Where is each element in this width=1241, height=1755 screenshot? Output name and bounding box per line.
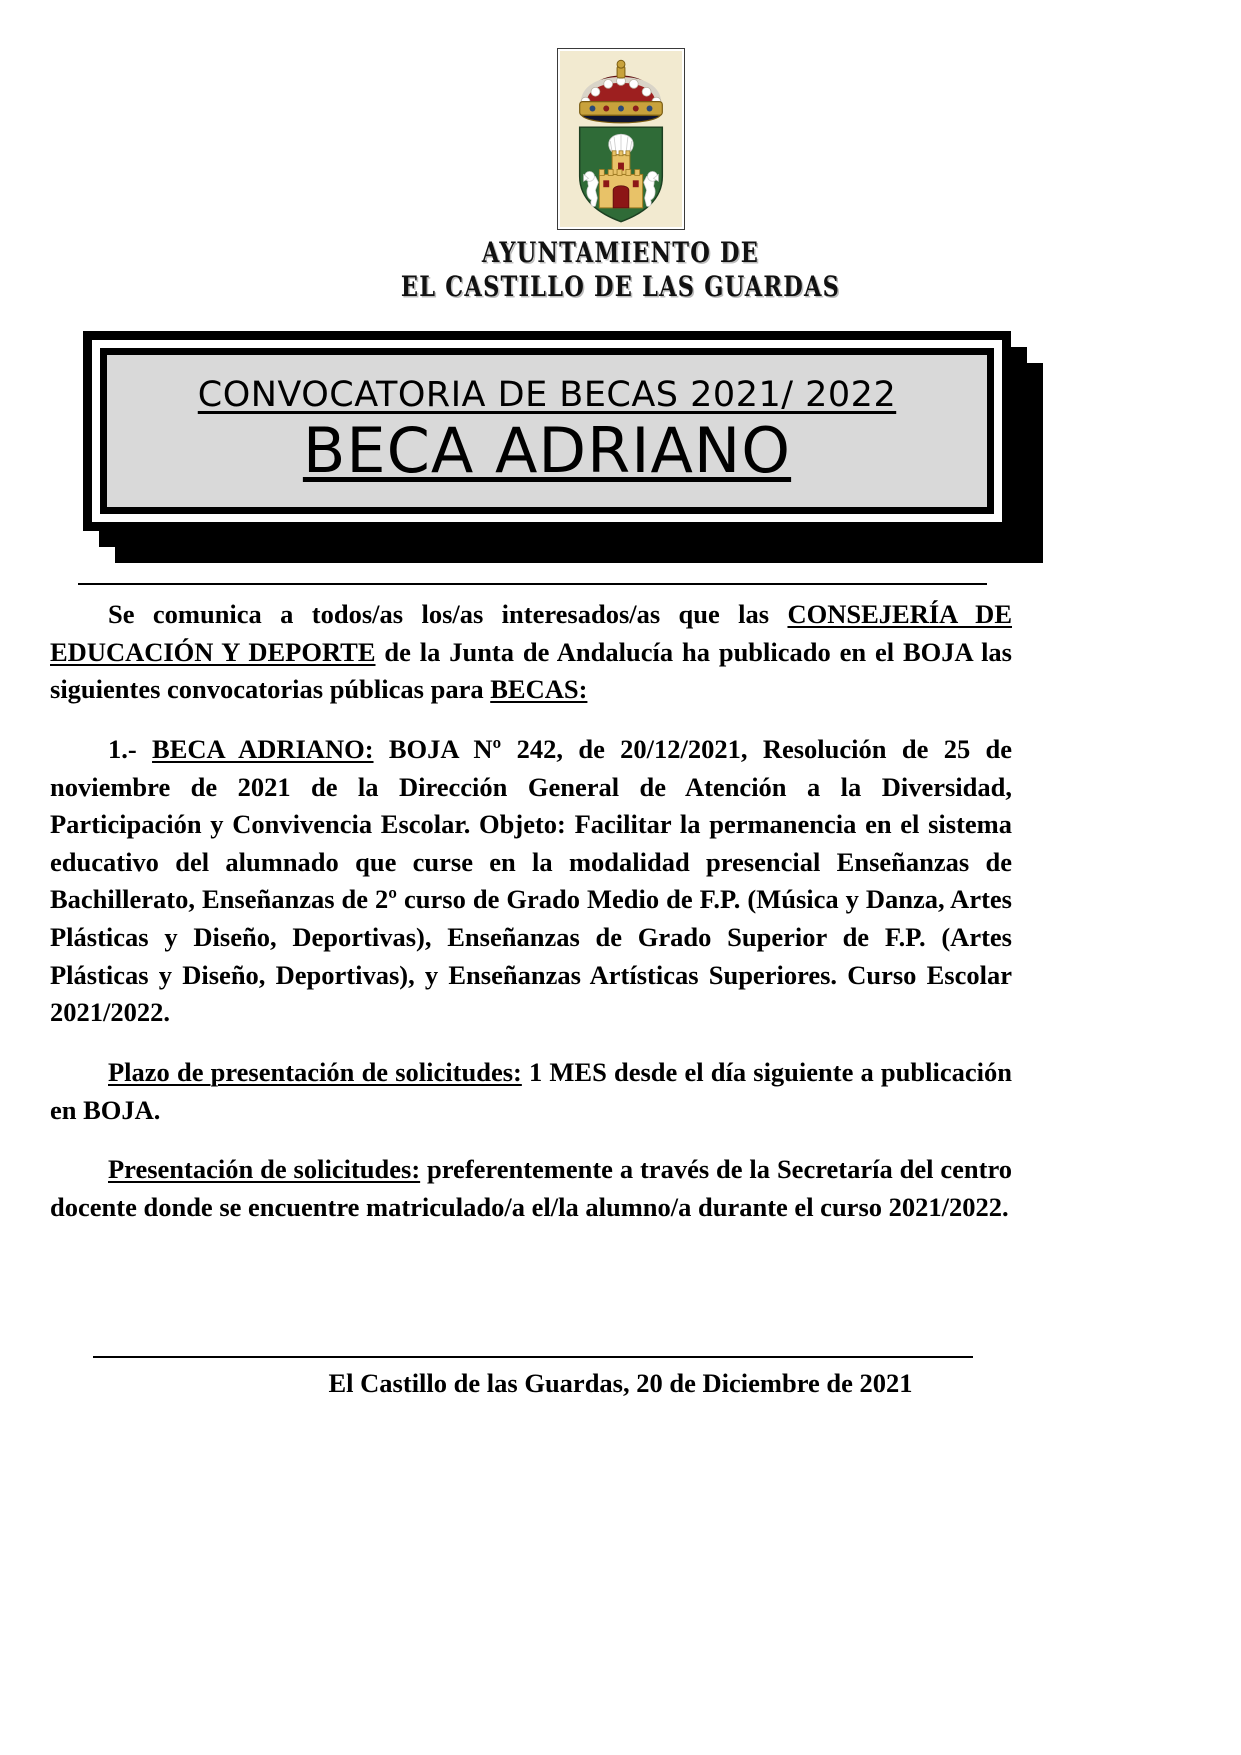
- becas-emphasis: BECAS:: [490, 674, 588, 705]
- paragraph-intro: [50, 596, 1012, 709]
- body-content: [50, 596, 1012, 1248]
- title-box: [83, 331, 1043, 563]
- footer-date: El Castillo de las Guardas, 20 de Diciembre de 2021: [328, 1368, 913, 1398]
- consejeria-emphasis: CONSEJERÍA DE EDUCACIÓN Y DEPORTE: [50, 599, 1012, 667]
- plazo-label: Plazo de presentación de solicitudes:: [108, 1056, 522, 1087]
- title-box-frame-inner: [100, 348, 994, 514]
- plazo-text: 1 MES desde el día siguiente a publicación en BOJA.: [50, 1056, 1012, 1125]
- divider-bottom: [93, 1356, 973, 1358]
- presentacion-text: preferentemente a través de la Secretaría del centro docente donde se encuentre matriculado/a el/la alumno/a durante el curso 2021/2022.: [50, 1154, 1012, 1222]
- paragraph-presentacion: [50, 1151, 1012, 1226]
- beca-adriano-description: BOJA Nº 242, de 20/12/2021, Resolución de 25 de noviembre de 2021 de la Dirección General de Atención a la Diversidad, Participación y Convivencia Escolar. Objeto: Facilitar la permanencia en el sistema educativo del alumnado que curse en la modalidad presencial Enseñanzas de Bachillerato, Enseñanzas de 2º curso de Grado Medio de F.P. (Música y Danza, Artes Plásticas y Diseño, Deportivas), Enseñanzas de Grado Superior de F.P. (Artes Plásticas y Diseño, Deportivas), y Enseñanzas Artísticas Superiores. Curso Escolar 2021/2022.: [50, 733, 1013, 1028]
- convocatoria-title: CONVOCATORIA DE BECAS 2021/ 2022: [197, 374, 897, 415]
- municipality-line-1: AYUNTAMIENTO DE: [481, 236, 760, 269]
- paragraph-beca-adriano: [50, 731, 1012, 1032]
- item-number: 1.-: [108, 733, 153, 764]
- crest-container: [0, 48, 1241, 230]
- divider-top: [78, 583, 987, 585]
- intro-text-2: de la Junta de Andalucía ha publicado en el BOJA las siguientes convocatorias públicas para: [50, 636, 1012, 705]
- beca-adriano-title: BECA ADRIANO: [302, 413, 792, 487]
- beca-adriano-emphasis: BECA ADRIANO:: [152, 733, 374, 764]
- municipality-line-2: EL CASTILLO DE LAS GUARDAS: [400, 270, 841, 303]
- crest-frame: [557, 48, 685, 230]
- coat-of-arms-icon: [560, 51, 682, 227]
- paragraph-plazo: [50, 1054, 1012, 1129]
- presentacion-label: Presentación de solicitudes:: [108, 1154, 421, 1185]
- intro-text-1: Se comunica a todos/as los/as interesados/as que las: [108, 599, 788, 629]
